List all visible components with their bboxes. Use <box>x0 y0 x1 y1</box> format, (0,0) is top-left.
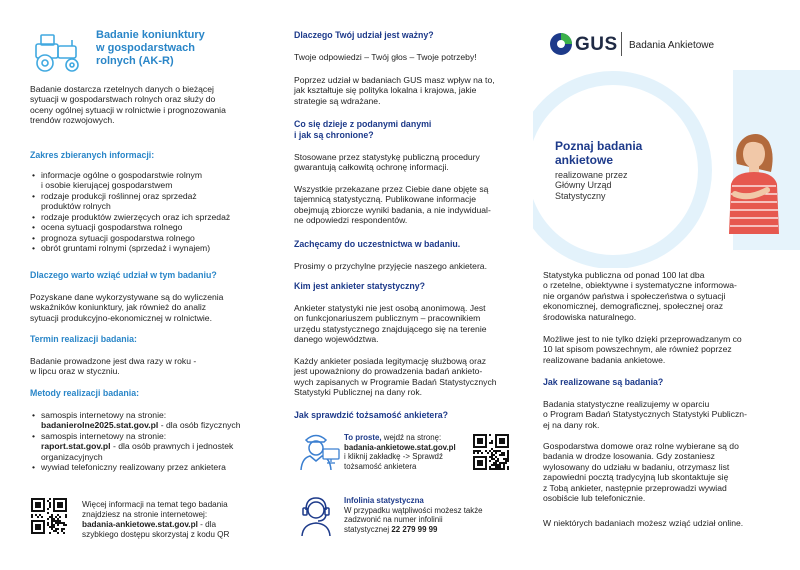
text-line: Prosimy o przychylne przyjęcie naszego ankietera. <box>294 261 487 271</box>
hero-subtitle: realizowane przez Główny Urząd Statystyczny <box>555 169 628 202</box>
text-line: znajdziesz na stronie internetowej: <box>82 510 208 519</box>
text-line: wskaźników koniunktury, jak również do analiz <box>30 302 207 313</box>
title-line: w gospodarstwach <box>96 41 196 54</box>
hero-title: Poznaj badania ankietowe <box>555 139 643 167</box>
text-line: Badanie prowadzone jest dwa razy w roku - <box>30 356 197 366</box>
logo-divider <box>621 32 622 56</box>
gus-logo-icon <box>549 32 573 56</box>
text-line: Pozyskane dane wykorzystywane są do wyliczenia <box>30 292 224 302</box>
paragraph: Poprzez udział w badaniach GUS masz wpływ na to, jak kształtuje się polityka lokalna i krajowa, jakie strategie są wdrażane. <box>294 75 495 106</box>
text-line: Badanie dostarcza rzetelnych danych o bieżącej <box>30 84 214 94</box>
title-line: rolnych (AK-R) <box>96 54 174 67</box>
qr-code[interactable] <box>31 498 67 534</box>
term-text <box>30 356 260 377</box>
footer-info: Więcej informacji na temat tego badania znajdziesz na stronie internetowej: badania-ankietowe.stat.gov.pl - dla szybkiego dostępu skorzystaj z kodu QR <box>82 500 262 540</box>
list-item: • wywiad telefoniczny realizowany przez ankietera <box>30 462 262 472</box>
hotline-info: Infolinia statystyczna W przypadku wątpliwości możesz także zadzwonić na numer infolinii statystycznej 22 279 99 99 <box>344 496 483 534</box>
text-line: sytuacji w gospodarstwach rolnych oraz służy do <box>30 94 216 105</box>
heading: Jak realizowane są badania? <box>543 377 664 387</box>
methods-heading: Metody realizacji badania: <box>30 388 140 398</box>
woman-photo <box>719 124 789 234</box>
paragraph: Możliwe jest to nie tylko dzięki przeprowadzanym co 10 lat spisom powszechnym, ale również poprzez realizowane badania ankietowe. <box>543 334 742 365</box>
scope-list <box>30 170 260 254</box>
paragraph: Badania statystyczne realizujemy w oparciu o Program Badań Statystycznych Statystyki Publiczn- ej na dany rok. <box>543 399 747 430</box>
text-line: trendów rozwojowych. <box>30 115 115 126</box>
list-item: • rodzaje produkcji roślinnej oraz sprzedaż produktów rolnych <box>30 191 260 212</box>
verify-link[interactable]: badania-ankietowe.stat.gov.pl <box>344 442 456 452</box>
heading: Zachęcamy do uczestnictwa w badaniu. <box>294 239 461 249</box>
text-line: szybkiego dostępu skorzystaj z kodu QR <box>82 530 230 539</box>
scope-heading: Zakres zbieranych informacji: <box>30 150 155 160</box>
headset-icon <box>298 494 334 538</box>
list-item: • informacje ogólne o gospodarstwie rolnym i osobie kierującej gospodarstwem <box>30 170 260 191</box>
heading: Jak sprawdzić tożsamość ankietera? <box>294 410 449 420</box>
qr-code[interactable] <box>473 434 509 470</box>
column-right <box>533 0 800 570</box>
list-item: • prognoza sytuacji gospodarstwa rolnego <box>30 233 260 243</box>
text-line: sytuacji produkcyjno-ekonomicznej w rolnictwie. <box>30 312 212 323</box>
paragraph: Ankieter statystyki nie jest osobą anonimową. Jest on funkcjonariuszem publicznym – pracownikiem urzędu statystycznego znajdującego się na terenie danego województwa. <box>294 303 487 345</box>
list-item: • samospis internetowy na stronie: raport.stat.gov.pl - dla osób prawnych i jednostek organizacyjnych <box>30 431 262 462</box>
paragraph: Gospodarstwa domowe oraz rolne wybierane są do badania w drodze losowania. Gdy zostaniesz wylosowany do udziału w badaniu, otrzymasz list zapowiedni pocztą tradycyjną lub skontaktuje się z Tobą ankieter, następnie przeprowadzi wywiad osobiście lub telefonicznie. <box>543 441 739 504</box>
paragraph: Każdy ankieter posiada legitymację służbową oraz jest upoważniony do prowadzenia badań ankieto- wych zapisanych w Programie Badań Statystycznych Statystyki Publicznej na dany rok. <box>294 356 497 398</box>
hotline-number[interactable]: 22 279 99 99 <box>391 524 438 534</box>
list-item: • rodzaje produktów zwierzęcych oraz ich sprzedaż <box>30 212 260 222</box>
survey-title <box>96 29 256 68</box>
heading: Co się dzieje z podanymi danymi i jak są chronione? <box>294 119 432 140</box>
report-link[interactable]: raport.stat.gov.pl <box>41 441 111 452</box>
list-item: • ocena sytuacji gospodarstwa rolnego <box>30 222 260 232</box>
text-line: Twoje odpowiedzi – Twój głos – Twoje potrzeby! <box>294 52 477 62</box>
website-link[interactable]: badania-ankietowe.stat.gov.pl <box>82 520 198 529</box>
tractor-icon <box>32 32 84 74</box>
term-heading: Termin realizacji badania: <box>30 334 137 344</box>
hero-panel <box>533 0 800 268</box>
text-line: Więcej informacji na temat tego badania <box>82 500 228 509</box>
text-line: W niektórych badaniach możesz wziąć udział online. <box>543 518 744 528</box>
logo-subtitle: Badania Ankietowe <box>629 40 715 51</box>
column-middle <box>294 0 514 570</box>
monitor-icon <box>322 448 340 464</box>
title-line: Badanie koniunktury <box>96 29 205 41</box>
column-left <box>30 0 258 570</box>
list-item: • obrót gruntami rolnymi (sprzedaż i wynajem) <box>30 243 260 253</box>
why-text <box>30 292 260 323</box>
methods-list <box>30 410 262 473</box>
survey-link[interactable]: badanierolne2025.stat.gov.pl <box>41 420 159 431</box>
intro-text <box>30 84 260 126</box>
paragraph: Statystyka publiczna od ponad 100 lat dba o rzetelne, obiektywne i systematyczne informowa- nie organów państwa i społeczeństwa o sytuacji ekonomicznej, demograficznej, społecznej oraz środowiska naturalnego. <box>543 270 737 322</box>
paragraph: Stosowane przez statystykę publiczną procedury gwarantują całkowitą ochronę informacji. <box>294 152 480 173</box>
heading: Dlaczego Twój udział jest ważny? <box>294 30 434 40</box>
text-line: w lipcu oraz w styczniu. <box>30 366 120 377</box>
paragraph: Wszystkie przekazane przez Ciebie dane objęte są tajemnicą statystyczną. Publikowane informacje obejmują zbiorcze wyniki badania, a nie indywidual- ne odpowiedzi respondentów. <box>294 184 491 226</box>
verify-info: To proste, wejdź na stronę: badania-ankietowe.stat.gov.pl i kliknij zakładkę -> Sprawdź tożsamość ankietera <box>344 433 464 472</box>
gus-logo-text: GUS <box>575 34 618 55</box>
list-item: • samospis internetowy na stronie: badanierolne2025.stat.gov.pl - dla osób fizycznych <box>30 410 262 431</box>
text-line: oceny ogólnej sytuacji w rolnictwie i prognozowania <box>30 104 226 115</box>
heading: Kim jest ankieter statystyczny? <box>294 281 426 291</box>
why-heading: Dlaczego warto wziąć udział w tym badaniu? <box>30 270 217 280</box>
hero-text <box>555 140 685 202</box>
